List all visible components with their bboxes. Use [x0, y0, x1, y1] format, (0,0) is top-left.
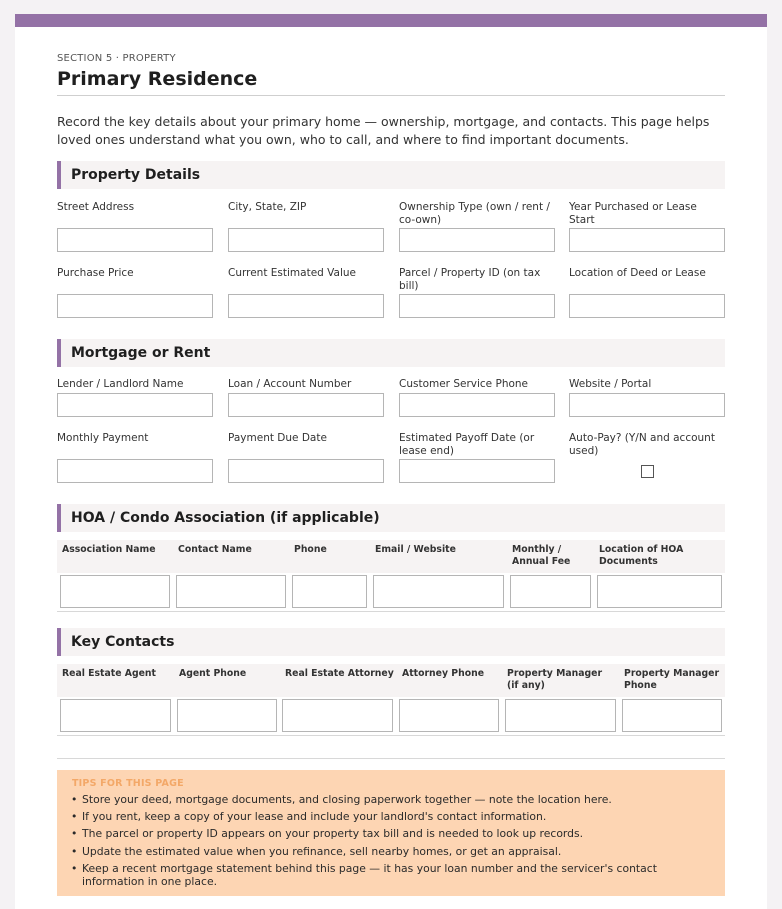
hoa-col-contact-name: Contact Name: [178, 544, 252, 555]
hoa-contact-name-cell[interactable]: [176, 575, 286, 608]
label-purchase-price: Purchase Price: [57, 267, 134, 279]
property-manager-phone-cell[interactable]: [622, 699, 722, 732]
tips-heading: TIPS FOR THIS PAGE: [72, 778, 184, 789]
section-heading-key-contacts: Key Contacts: [57, 628, 725, 656]
ownership-type-field[interactable]: [399, 228, 555, 252]
contacts-col-attorney-phone: Attorney Phone: [402, 668, 485, 679]
label-estimated-payoff-date: Estimated Payoff Date (or lease end): [399, 432, 535, 457]
property-manager-cell[interactable]: [505, 699, 616, 732]
hoa-col-documents: Location of HOA Documents: [599, 544, 684, 567]
tip-item: • Update the estimated value when you refinance, sell nearby homes, or get an appraisal.: [71, 845, 711, 859]
real-estate-attorney-cell[interactable]: [282, 699, 393, 732]
contacts-col-property-manager: Property Manager (if any): [507, 668, 603, 691]
page-title: Primary Residence: [57, 68, 258, 90]
accent-bar: [15, 14, 767, 27]
label-website-portal: Website / Portal: [569, 378, 652, 390]
payment-due-date-field[interactable]: [228, 459, 384, 483]
tip-item: • Store your deed, mortgage documents, and closing paperwork together — note the location here.: [71, 793, 711, 807]
section-heading-property-details: Property Details: [57, 161, 725, 189]
loan-account-number-field[interactable]: [228, 393, 384, 417]
current-estimated-value-field[interactable]: [228, 294, 384, 318]
section-heading-hoa: HOA / Condo Association (if applicable): [57, 504, 725, 532]
label-monthly-payment: Monthly Payment: [57, 432, 149, 444]
website-portal-field[interactable]: [569, 393, 725, 417]
contacts-col-property-manager-phone: Property Manager Phone: [624, 668, 720, 691]
label-parcel-id: Parcel / Property ID (on tax bill): [399, 267, 541, 292]
hoa-table-rule: [57, 611, 725, 612]
auto-pay-checkbox[interactable]: [641, 465, 654, 478]
title-divider: [57, 95, 725, 96]
tip-item: • Keep a recent mortgage statement behind this page — it has your loan number and the servicer's contact information in one place.: [71, 862, 711, 889]
label-auto-pay: Auto-Pay? (Y/N and account used): [569, 432, 715, 457]
tips-divider: [57, 758, 725, 759]
section-label: SECTION 5 · PROPERTY: [57, 53, 176, 64]
hoa-table-header: [57, 540, 725, 573]
purchase-price-field[interactable]: [57, 294, 213, 318]
contacts-col-attorney: Real Estate Attorney: [285, 668, 394, 679]
hoa-col-phone: Phone: [294, 544, 327, 555]
real-estate-agent-cell[interactable]: [60, 699, 171, 732]
city-state-zip-field[interactable]: [228, 228, 384, 252]
contacts-table-rule: [57, 735, 725, 736]
tips-box: [57, 770, 725, 896]
year-purchased-field[interactable]: [569, 228, 725, 252]
hoa-fee-cell[interactable]: [510, 575, 591, 608]
form-page: [15, 14, 767, 909]
street-address-field[interactable]: [57, 228, 213, 252]
attorney-phone-cell[interactable]: [399, 699, 499, 732]
hoa-col-association-name: Association Name: [62, 544, 156, 555]
agent-phone-cell[interactable]: [177, 699, 277, 732]
deed-location-field[interactable]: [569, 294, 725, 318]
tip-item: • The parcel or property ID appears on your property tax bill and is needed to look up records.: [71, 827, 711, 841]
hoa-association-name-cell[interactable]: [60, 575, 170, 608]
customer-service-phone-field[interactable]: [399, 393, 555, 417]
tip-item: • If you rent, keep a copy of your lease and include your landlord's contact information.: [71, 810, 711, 824]
label-street-address: Street Address: [57, 201, 135, 213]
label-ownership-type: Ownership Type (own / rent / co-own): [399, 201, 550, 226]
label-payment-due-date: Payment Due Date: [228, 432, 327, 444]
contacts-table-header: [57, 664, 725, 697]
hoa-col-fee: Monthly / Annual Fee: [512, 544, 571, 567]
hoa-col-email-website: Email / Website: [375, 544, 456, 555]
hoa-phone-cell[interactable]: [292, 575, 367, 608]
label-year-purchased: Year Purchased or Lease Start: [569, 201, 697, 226]
hoa-documents-cell[interactable]: [597, 575, 722, 608]
estimated-payoff-date-field[interactable]: [399, 459, 555, 483]
label-deed-location: Location of Deed or Lease: [569, 267, 706, 279]
label-current-estimated-value: Current Estimated Value: [228, 267, 356, 279]
label-customer-service-phone: Customer Service Phone: [399, 378, 529, 390]
contacts-col-agent-phone: Agent Phone: [179, 668, 247, 679]
label-lender-name: Lender / Landlord Name: [57, 378, 184, 390]
hoa-email-website-cell[interactable]: [373, 575, 504, 608]
label-loan-account-number: Loan / Account Number: [228, 378, 352, 390]
contacts-col-agent: Real Estate Agent: [62, 668, 156, 679]
intro-text: Record the key details about your primary home — ownership, mortgage, and contacts. This page helps loved ones understand what you own, who to call, and where to find important documents.: [57, 114, 710, 147]
monthly-payment-field[interactable]: [57, 459, 213, 483]
section-heading-mortgage: Mortgage or Rent: [57, 339, 725, 367]
tips-list: [71, 793, 711, 892]
parcel-id-field[interactable]: [399, 294, 555, 318]
label-city-state-zip: City, State, ZIP: [228, 201, 307, 213]
lender-name-field[interactable]: [57, 393, 213, 417]
